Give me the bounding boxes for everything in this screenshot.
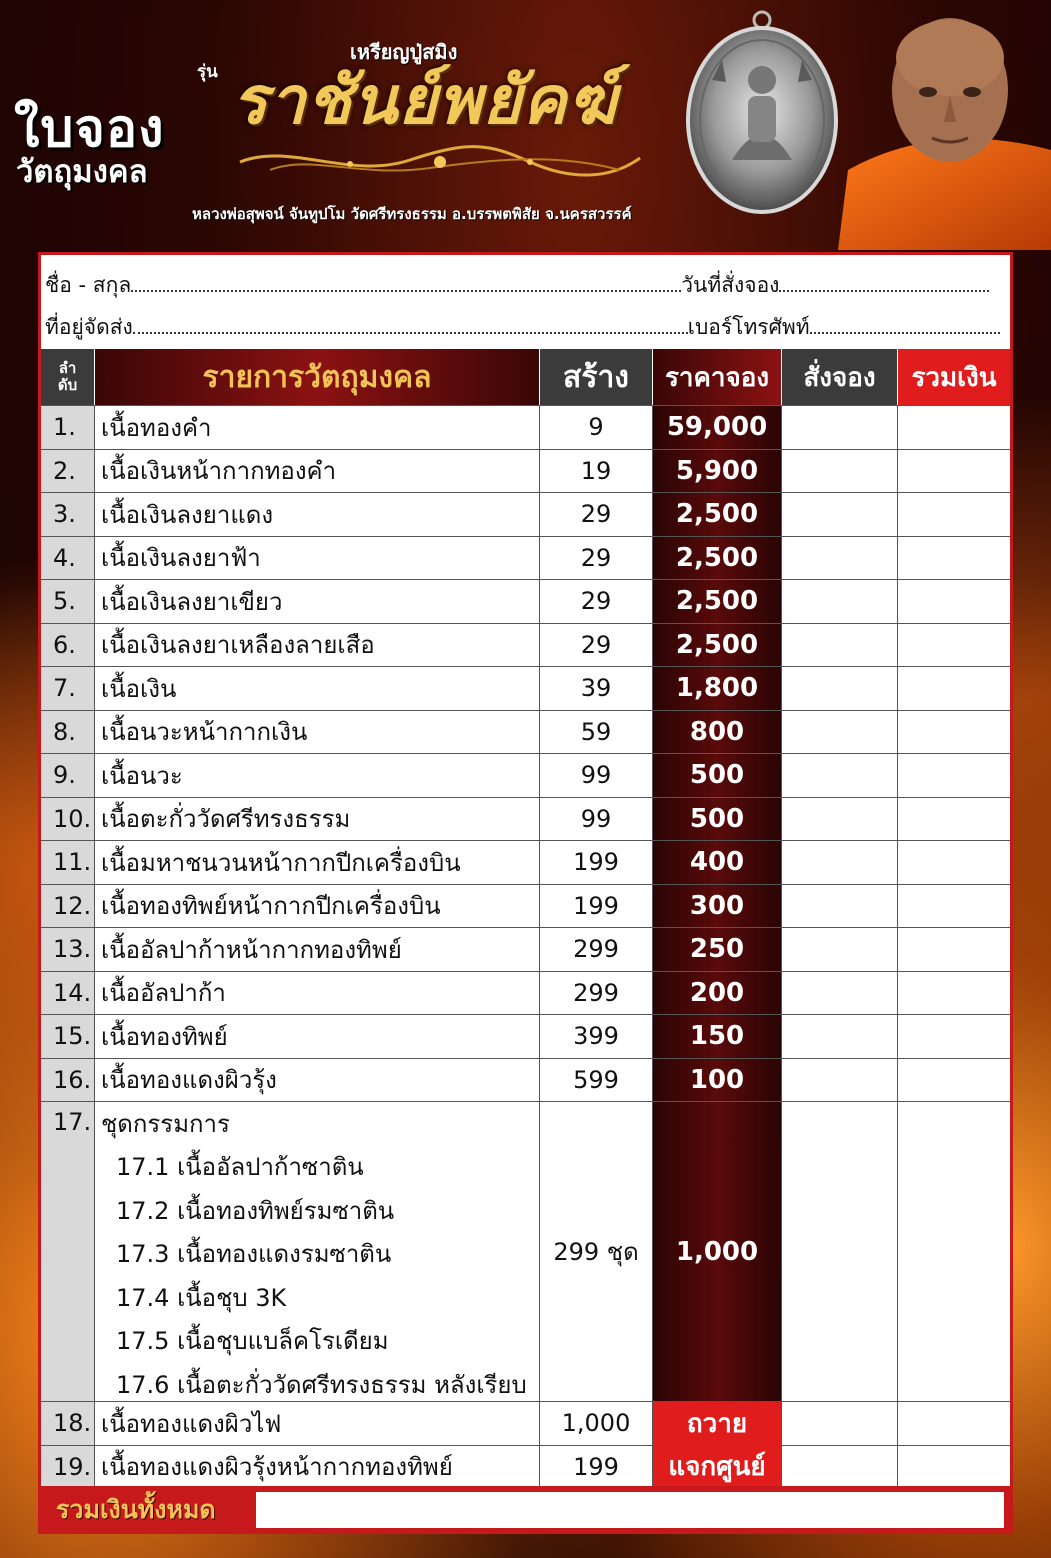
header-price: ราคาจอง [653,349,782,405]
row-no: 16. [41,1059,95,1102]
row-total-cell[interactable] [898,1015,1010,1058]
row-order-cell[interactable] [782,798,898,841]
row-no: 4. [41,537,95,580]
table-row [41,1058,1010,1102]
row-price: 2,500 [653,624,782,667]
row-qty: 59 [540,711,653,754]
table-row [41,884,1010,928]
row-total-cell[interactable] [898,580,1010,623]
row-order-cell[interactable] [782,450,898,493]
medal-icon [682,10,842,220]
row-qty: 199 [540,1446,653,1489]
table-row [41,710,1010,754]
row-total-cell[interactable] [898,711,1010,754]
set-sub-item: 17.3 เนื้อทองแดงรมซาติน [116,1240,392,1268]
row-total-cell[interactable] [898,537,1010,580]
row-total-cell[interactable] [898,928,1010,971]
table-row [41,1445,1010,1489]
set-sub-item: 17.1 เนื้ออัลปาก้าซาติน [116,1153,364,1181]
grand-total-label: รวมเงินทั้งหมด [56,1495,216,1524]
table-row [41,840,1010,884]
row-order-cell[interactable] [782,1059,898,1102]
header-no-line1: ลำ [58,359,77,377]
row-order-cell[interactable] [782,928,898,971]
table-header [41,349,1010,405]
row-total-cell[interactable] [898,493,1010,536]
row-order-cell[interactable] [782,1102,898,1401]
row-price: แจกศูนย์ [653,1446,782,1489]
sacred-items-subtitle: วัตถุมงคล [16,154,148,190]
table-row [41,536,1010,580]
row-no: 10. [41,798,95,841]
row-no: 7. [41,667,95,710]
row-price: 2,500 [653,537,782,580]
row-total-cell[interactable] [898,667,1010,710]
row-qty: 299 [540,928,653,971]
row-item: เนื้อนวะ [95,754,540,797]
table-row [41,666,1010,710]
row-no: 11. [41,841,95,884]
row-qty: 29 [540,580,653,623]
series-name: ราชันย์พยัคฆ์ [232,61,618,139]
row-price: 500 [653,754,782,797]
grand-total-field[interactable] [256,1492,1004,1528]
order-date-field[interactable] [779,274,989,292]
row-price: 150 [653,1015,782,1058]
row-no: 1. [41,406,95,449]
table-row [41,971,1010,1015]
row-item [95,1102,540,1401]
row-order-cell[interactable] [782,754,898,797]
row-total-cell[interactable] [898,841,1010,884]
row-order-cell[interactable] [782,841,898,884]
row-price: 500 [653,798,782,841]
row-total-cell[interactable] [898,624,1010,667]
row-no: 19. [41,1446,95,1489]
row-no: 2. [41,450,95,493]
row-qty: 399 [540,1015,653,1058]
row-no: 8. [41,711,95,754]
set-sub-item: 17.2 เนื้อทองทิพย์รมซาติน [116,1196,395,1225]
row-qty: 29 [540,537,653,580]
row-no: 5. [41,580,95,623]
table-row [41,623,1010,667]
header-item: รายการวัตถุมงคล [95,349,540,405]
row-qty: 19 [540,450,653,493]
row-qty: 39 [540,667,653,710]
row-order-cell[interactable] [782,1402,898,1445]
form-line-name-date [45,269,1005,302]
monk-temple-line: หลวงพ่อสุพจน์ จันทูปโม วัดศรีทรงธรรม อ.บรรพตพิสัย จ.นครสวรรค์ [192,205,632,223]
header-no [41,349,95,405]
row-total-cell[interactable] [898,1446,1010,1489]
row-order-cell[interactable] [782,537,898,580]
order-date-label: วันที่สั่งจอง [681,273,780,297]
table-body-extra [41,1401,1010,1488]
price-table [38,349,1013,1488]
header-qty: สร้าง [540,349,653,405]
gold-ornament-icon [230,140,650,184]
row-qty: 99 [540,754,653,797]
row-price: 1,000 [653,1102,782,1401]
row-order-cell[interactable] [782,493,898,536]
row-price: 400 [653,841,782,884]
header-no-line2: ดับ [57,376,78,394]
row-no: 13. [41,928,95,971]
header-total: รวมเงิน [898,349,1010,405]
row-item: เนื้อเงิน [95,667,540,710]
header-order: สั่งจอง [782,349,898,405]
row-no: 3. [41,493,95,536]
row-total-cell[interactable] [898,406,1010,449]
row-no: 15. [41,1015,95,1058]
set-sub-item: 17.5 เนื้อชุบแบล็คโรเดียม [116,1327,389,1355]
row-no: 12. [41,885,95,928]
row-item: เนื้อทองแดงผิวรุ้งหน้ากากทองทิพย์ [95,1446,540,1489]
row-item: เนื้อทองทิพย์หน้ากากปีกเครื่องบิน [95,885,540,928]
row-item: เนื้ออัลปาก้า [95,972,540,1015]
row-total-cell[interactable] [898,798,1010,841]
table-body [41,405,1010,1101]
table-row [41,579,1010,623]
row-order-cell[interactable] [782,624,898,667]
row-qty: 1,000 [540,1402,653,1445]
row-qty: 99 [540,798,653,841]
row-qty: 299 ชุด [540,1102,653,1401]
row-no: 9. [41,754,95,797]
row-total-cell[interactable] [898,1102,1010,1401]
row-qty: 199 [540,841,653,884]
table-row-set [41,1101,1010,1401]
order-form-title: ใบจอง [14,99,165,159]
name-label: ชื่อ - สกุล [45,273,132,297]
phone-field[interactable] [810,316,1000,334]
row-order-cell[interactable] [782,1446,898,1489]
row-item: เนื้อทองคำ [95,406,540,449]
row-qty: 29 [540,493,653,536]
row-qty: 299 [540,972,653,1015]
row-qty: 599 [540,1059,653,1102]
table-row [41,753,1010,797]
row-item: เนื้อทองทิพย์ [95,1015,540,1058]
row-order-cell[interactable] [782,711,898,754]
medal-type: เหรียญปู่สมิง [350,40,458,64]
monk-portrait [838,0,1051,250]
table-row [41,1014,1010,1058]
row-order-cell[interactable] [782,1015,898,1058]
set-sub-item: 17.4 เนื้อชุบ 3K [116,1283,287,1312]
set-sub-item: 17.6 เนื้อตะกั่ววัดศรีทรงธรรม หลังเรียบ [116,1370,527,1399]
table-row [41,927,1010,971]
address-label: ที่อยู่จัดส่ง [45,315,133,339]
row-total-cell[interactable] [898,1059,1010,1102]
row-price: ถวาย [653,1402,782,1445]
table-row [41,797,1010,841]
form-line-address-phone [45,311,1005,344]
header [0,0,1051,250]
row-price: 800 [653,711,782,754]
row-price: 300 [653,885,782,928]
row-item: เนื้อเงินหน้ากากทองคำ [95,450,540,493]
row-no: 17. [41,1102,95,1401]
row-order-cell[interactable] [782,580,898,623]
row-no: 6. [41,624,95,667]
name-field[interactable] [131,274,681,292]
row-qty: 9 [540,406,653,449]
row-price: 250 [653,928,782,971]
row-price: 1,800 [653,667,782,710]
row-item: เนื้อเงินลงยาเขียว [95,580,540,623]
row-price: 2,500 [653,493,782,536]
row-item: เนื้อเงินลงยาแดง [95,493,540,536]
row-total-cell[interactable] [898,450,1010,493]
row-no: 18. [41,1402,95,1445]
row-total-cell[interactable] [898,885,1010,928]
row-item: เนื้ออัลปาก้าหน้ากากทองทิพย์ [95,928,540,971]
row-price: 200 [653,972,782,1015]
set-title: ชุดกรรมการ [101,1110,230,1138]
row-order-cell[interactable] [782,667,898,710]
row-total-cell[interactable] [898,972,1010,1015]
row-price: 5,900 [653,450,782,493]
address-field[interactable] [133,316,688,334]
row-qty: 199 [540,885,653,928]
row-item: เนื้อเงินลงยาฟ้า [95,537,540,580]
row-no: 14. [41,972,95,1015]
row-item: เนื้อตะกั่ววัดศรีทรงธรรม [95,798,540,841]
phone-label: เบอร์โทรศัพท์ [687,315,810,339]
grand-total-bar [38,1486,1013,1534]
table-row [41,1401,1010,1445]
row-total-cell[interactable] [898,754,1010,797]
row-item: เนื้อทองแดงผิวรุ้ง [95,1059,540,1102]
row-item: เนื้อนวะหน้ากากเงิน [95,711,540,754]
row-total-cell[interactable] [898,1402,1010,1445]
set-list [101,1102,527,1412]
row-qty: 29 [540,624,653,667]
row-item: เนื้อเงินลงยาเหลืองลายเสือ [95,624,540,667]
row-item: เนื้อมหาชนวนหน้ากากปีกเครื่องบิน [95,841,540,884]
row-price: 100 [653,1059,782,1102]
row-order-cell[interactable] [782,885,898,928]
table-row [41,492,1010,536]
row-order-cell[interactable] [782,406,898,449]
series-label: รุ่น [197,62,218,82]
table-row [41,405,1010,449]
table-row [41,449,1010,493]
row-order-cell[interactable] [782,972,898,1015]
row-price: 59,000 [653,406,782,449]
row-price: 2,500 [653,580,782,623]
customer-form [38,252,1013,349]
row-item: เนื้อทองแดงผิวไฟ [95,1402,540,1445]
